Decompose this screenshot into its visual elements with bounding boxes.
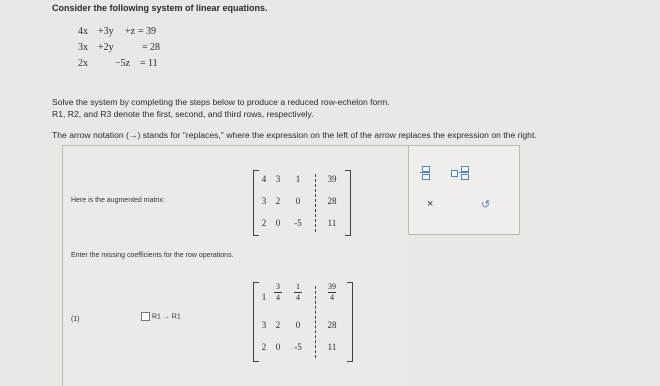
undo-icon[interactable]: ↺	[481, 199, 491, 211]
aug-r2c2: 2	[275, 196, 281, 206]
augmented-matrix	[253, 170, 351, 236]
problem-title: Consider the following system of linear equations.	[52, 3, 268, 13]
equation-system	[78, 26, 198, 76]
eq1-term1: 4x	[78, 26, 88, 37]
res-r2c4: 28	[327, 320, 337, 330]
res-r3c2: 0	[275, 342, 281, 352]
res-r3c4: 11	[327, 342, 337, 352]
eq1-rhs: 39	[146, 26, 156, 37]
eq1-equals: =	[138, 26, 144, 37]
aug-r2c3: 0	[295, 196, 301, 206]
work-panel	[62, 145, 408, 386]
eq3-rhs: 11	[148, 58, 158, 69]
coefficient-input[interactable]	[141, 312, 150, 321]
fraction-icon[interactable]	[420, 166, 430, 180]
row-operation	[141, 312, 181, 321]
res-r1c1: 1	[261, 292, 267, 302]
mixed-fraction-icon[interactable]	[451, 166, 469, 180]
aug-r1c3: 1	[295, 174, 301, 184]
step-number: (1)	[71, 316, 80, 323]
row-operation-text: R1 → R1	[151, 313, 181, 321]
eq1-term2: +3y	[98, 26, 114, 37]
eq3-term3: −5z	[115, 58, 131, 69]
aug-r3c1: 2	[261, 218, 267, 228]
aug-r1c2: 3	[275, 174, 281, 184]
aug-r3c2: 0	[275, 218, 281, 228]
res-r1c3: 1 4	[296, 282, 300, 302]
result-matrix	[253, 282, 353, 362]
augmented-matrix-label: Here is the augmented matrix:	[71, 197, 165, 204]
res-r1c2: 3 4	[276, 282, 280, 302]
instruction-rows: R1, R2, and R3 denote the first, second, and third rows, respectively.	[52, 109, 314, 119]
missing-coefficients-label: Enter the missing coefficients for the row operations.	[71, 252, 234, 259]
eq3-term1: 2x	[78, 58, 88, 69]
aug-r1c4: 39	[327, 174, 337, 184]
res-r2c1: 3	[261, 320, 267, 330]
res-r2c2: 2	[275, 320, 281, 330]
aug-r3c3: -5	[294, 218, 302, 228]
aug-r2c4: 28	[327, 196, 337, 206]
res-r3c1: 2	[261, 342, 267, 352]
eq1-term3: +z	[125, 26, 136, 37]
eq2-term1: 3x	[78, 42, 88, 53]
res-r3c3: -5	[294, 342, 302, 352]
res-r1c4: 39 4	[328, 282, 336, 302]
eq2-term2: +2y	[98, 42, 114, 53]
instruction-arrow: The arrow notation (→) stands for "replaces," where the expression on the left of the arrow replaces the expression on the right.	[52, 130, 537, 140]
close-icon[interactable]: ×	[427, 198, 434, 210]
aug-r2c1: 3	[261, 196, 267, 206]
eq2-rhs: 28	[150, 42, 160, 53]
eq3-equals: =	[140, 58, 146, 69]
instruction-reduce: Solve the system by completing the steps below to produce a reduced row-echelon form.	[52, 97, 390, 107]
eq2-equals: =	[142, 42, 148, 53]
math-tools-panel	[408, 145, 520, 235]
aug-r3c4: 11	[327, 218, 337, 228]
res-r2c3: 0	[295, 320, 301, 330]
aug-r1c1: 4	[261, 174, 267, 184]
